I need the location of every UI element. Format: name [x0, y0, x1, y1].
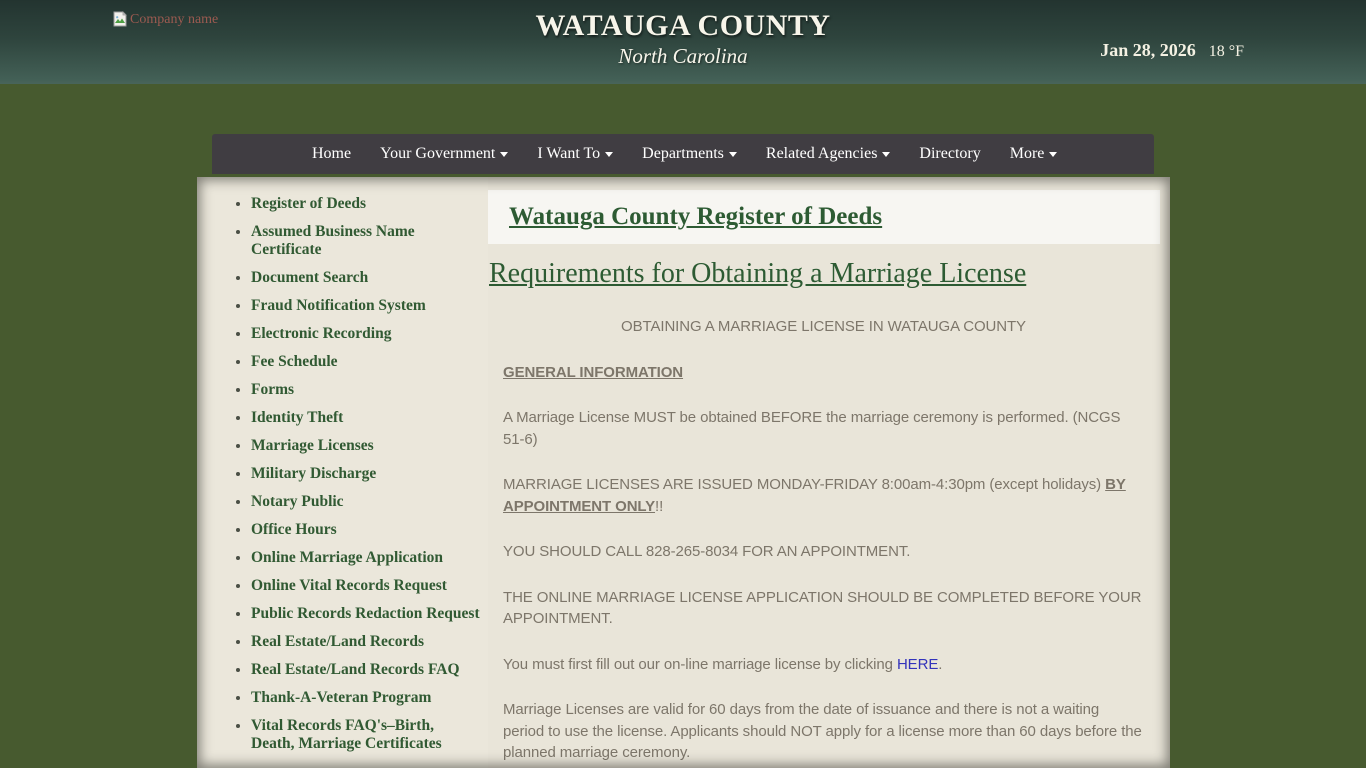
- nav-item-label: Directory: [919, 145, 981, 162]
- paragraph-online-application: THE ONLINE MARRIAGE LICENSE APPLICATION SHOULD BE COMPLETED BEFORE YOUR APPOINTMENT.: [503, 588, 1142, 627]
- sidebar-menu: [211, 195, 480, 753]
- paragraph-phone: YOU SHOULD CALL 828-265-8034 FOR AN APPOINTMENT.: [503, 543, 911, 560]
- department-title-link[interactable]: Watauga County Register of Deeds: [509, 203, 883, 230]
- main-content: [488, 177, 1170, 768]
- sidebar-item: [251, 325, 480, 343]
- nav-item-i-want-to[interactable]: [537, 145, 613, 163]
- content-panel: [197, 177, 1170, 768]
- broken-image-icon: [112, 11, 128, 28]
- company-logo-broken-image[interactable]: [112, 11, 218, 28]
- sidebar-item: [251, 661, 480, 679]
- site-title: WATAUGA COUNTY: [535, 9, 831, 42]
- company-logo-alt-text: Company name: [130, 11, 219, 27]
- sidebar-link-military-discharge[interactable]: Military Discharge: [251, 465, 377, 482]
- sidebar-item: [251, 353, 480, 371]
- chevron-down-icon: [500, 152, 508, 157]
- sidebar-item: [251, 689, 480, 707]
- main-nav: [212, 134, 1154, 174]
- sidebar-link-office-hours[interactable]: Office Hours: [251, 521, 337, 538]
- sidebar-link-online-vital-records[interactable]: Online Vital Records Request: [251, 577, 447, 594]
- sidebar-item: [251, 409, 480, 427]
- online-link-text: You must first fill out our on-line marriage license by clicking: [503, 655, 897, 673]
- sidebar-link-fraud-notification[interactable]: Fraud Notification System: [251, 297, 426, 314]
- nav-item-directory[interactable]: [919, 145, 980, 163]
- sidebar-item: [251, 493, 480, 511]
- temperature: 18 °F: [1208, 43, 1244, 60]
- sidebar-item: [251, 269, 480, 287]
- site-header: [0, 0, 1366, 84]
- nav-item-label: Departments: [642, 145, 724, 162]
- sidebar-link-document-search[interactable]: Document Search: [251, 269, 369, 286]
- sidebar-item: [251, 195, 480, 213]
- nav-item-label: Related Agencies: [765, 145, 878, 162]
- paragraph-issue-hours: [503, 474, 1144, 517]
- paragraph-license-required: A Marriage License MUST be obtained BEFORE the marriage ceremony is performed. (NCGS 51-6): [503, 409, 1121, 448]
- chevron-down-icon: [605, 152, 613, 157]
- department-banner: [488, 190, 1160, 244]
- site-subtitle: North Carolina: [618, 44, 748, 68]
- sidebar-link-marriage-licenses[interactable]: Marriage Licenses: [251, 437, 374, 454]
- sidebar-item: [251, 717, 480, 753]
- sidebar-item: [251, 223, 480, 259]
- nav-item-label: Home: [312, 145, 352, 162]
- sidebar-link-electronic-recording[interactable]: Electronic Recording: [251, 325, 392, 342]
- section-heading: GENERAL INFORMATION: [503, 363, 684, 381]
- sidebar-link-notary-public[interactable]: Notary Public: [251, 493, 344, 510]
- sidebar-link-register-of-deeds[interactable]: Register of Deeds: [251, 195, 367, 212]
- sidebar-link-real-estate-land-records[interactable]: Real Estate/Land Records: [251, 633, 425, 650]
- date-weather-widget: [1100, 40, 1244, 61]
- sidebar-item: [251, 605, 480, 623]
- sidebar-item: [251, 297, 480, 315]
- issue-hours-text: MARRIAGE LICENSES ARE ISSUED MONDAY-FRIDAY 8:00am-4:30pm (except holidays): [503, 476, 1106, 493]
- sidebar-item: [251, 465, 480, 483]
- page-title: Requirements for Obtaining a Marriage License: [489, 258, 1027, 289]
- sidebar: [197, 177, 488, 768]
- online-link-suffix: .: [938, 655, 943, 673]
- nav-item-label: Your Government: [380, 145, 496, 162]
- sidebar-link-online-marriage-application[interactable]: Online Marriage Application: [251, 549, 444, 566]
- sidebar-link-real-estate-faq[interactable]: Real Estate/Land Records FAQ: [251, 661, 460, 678]
- sidebar-item: [251, 549, 480, 567]
- article: [488, 258, 1170, 764]
- chevron-down-icon: [1049, 152, 1057, 157]
- here-link[interactable]: HERE: [896, 655, 939, 673]
- appointment-only-emphasis: BY APPOINTMENT ONLY: [503, 476, 1126, 515]
- nav-item-label: More: [1009, 145, 1045, 162]
- intro-line: OBTAINING A MARRIAGE LICENSE IN WATAUGA COUNTY: [621, 318, 1026, 335]
- sidebar-item: [251, 521, 480, 539]
- paragraph-online-link: [503, 654, 1144, 676]
- issue-hours-suffix: !!: [655, 497, 664, 515]
- sidebar-item: [251, 577, 480, 595]
- current-date: Jan 28, 2026: [1100, 40, 1196, 60]
- nav-item-departments[interactable]: [642, 145, 737, 163]
- nav-item-your-government[interactable]: [380, 145, 508, 163]
- nav-item-home[interactable]: [312, 145, 351, 163]
- nav-item-more[interactable]: [1010, 145, 1058, 163]
- sidebar-link-fee-schedule[interactable]: Fee Schedule: [251, 353, 338, 370]
- chevron-down-icon: [882, 152, 890, 157]
- sidebar-link-assumed-business-name[interactable]: Assumed Business Name Certificate: [251, 223, 415, 258]
- sidebar-link-thank-a-veteran[interactable]: Thank-A-Veteran Program: [251, 689, 432, 706]
- nav-item-related-agencies[interactable]: [766, 145, 891, 163]
- sidebar-link-public-records-redaction[interactable]: Public Records Redaction Request: [251, 605, 480, 622]
- chevron-down-icon: [729, 152, 737, 157]
- sidebar-link-identity-theft[interactable]: Identity Theft: [251, 409, 344, 426]
- sidebar-item: [251, 633, 480, 651]
- sidebar-link-vital-records-faq[interactable]: Vital Records FAQ's–Birth, Death, Marriage Certificates: [251, 717, 442, 752]
- nav-item-label: I Want To: [537, 145, 601, 162]
- paragraph-validity: Marriage Licenses are valid for 60 days from the date of issuance and there is not a waiting period to use the license. Applicants should NOT apply for a license more than 60 days before the planned marriage ceremony.: [503, 701, 1142, 761]
- sidebar-link-forms[interactable]: Forms: [251, 381, 295, 398]
- sidebar-item: [251, 381, 480, 399]
- sidebar-item: [251, 437, 480, 455]
